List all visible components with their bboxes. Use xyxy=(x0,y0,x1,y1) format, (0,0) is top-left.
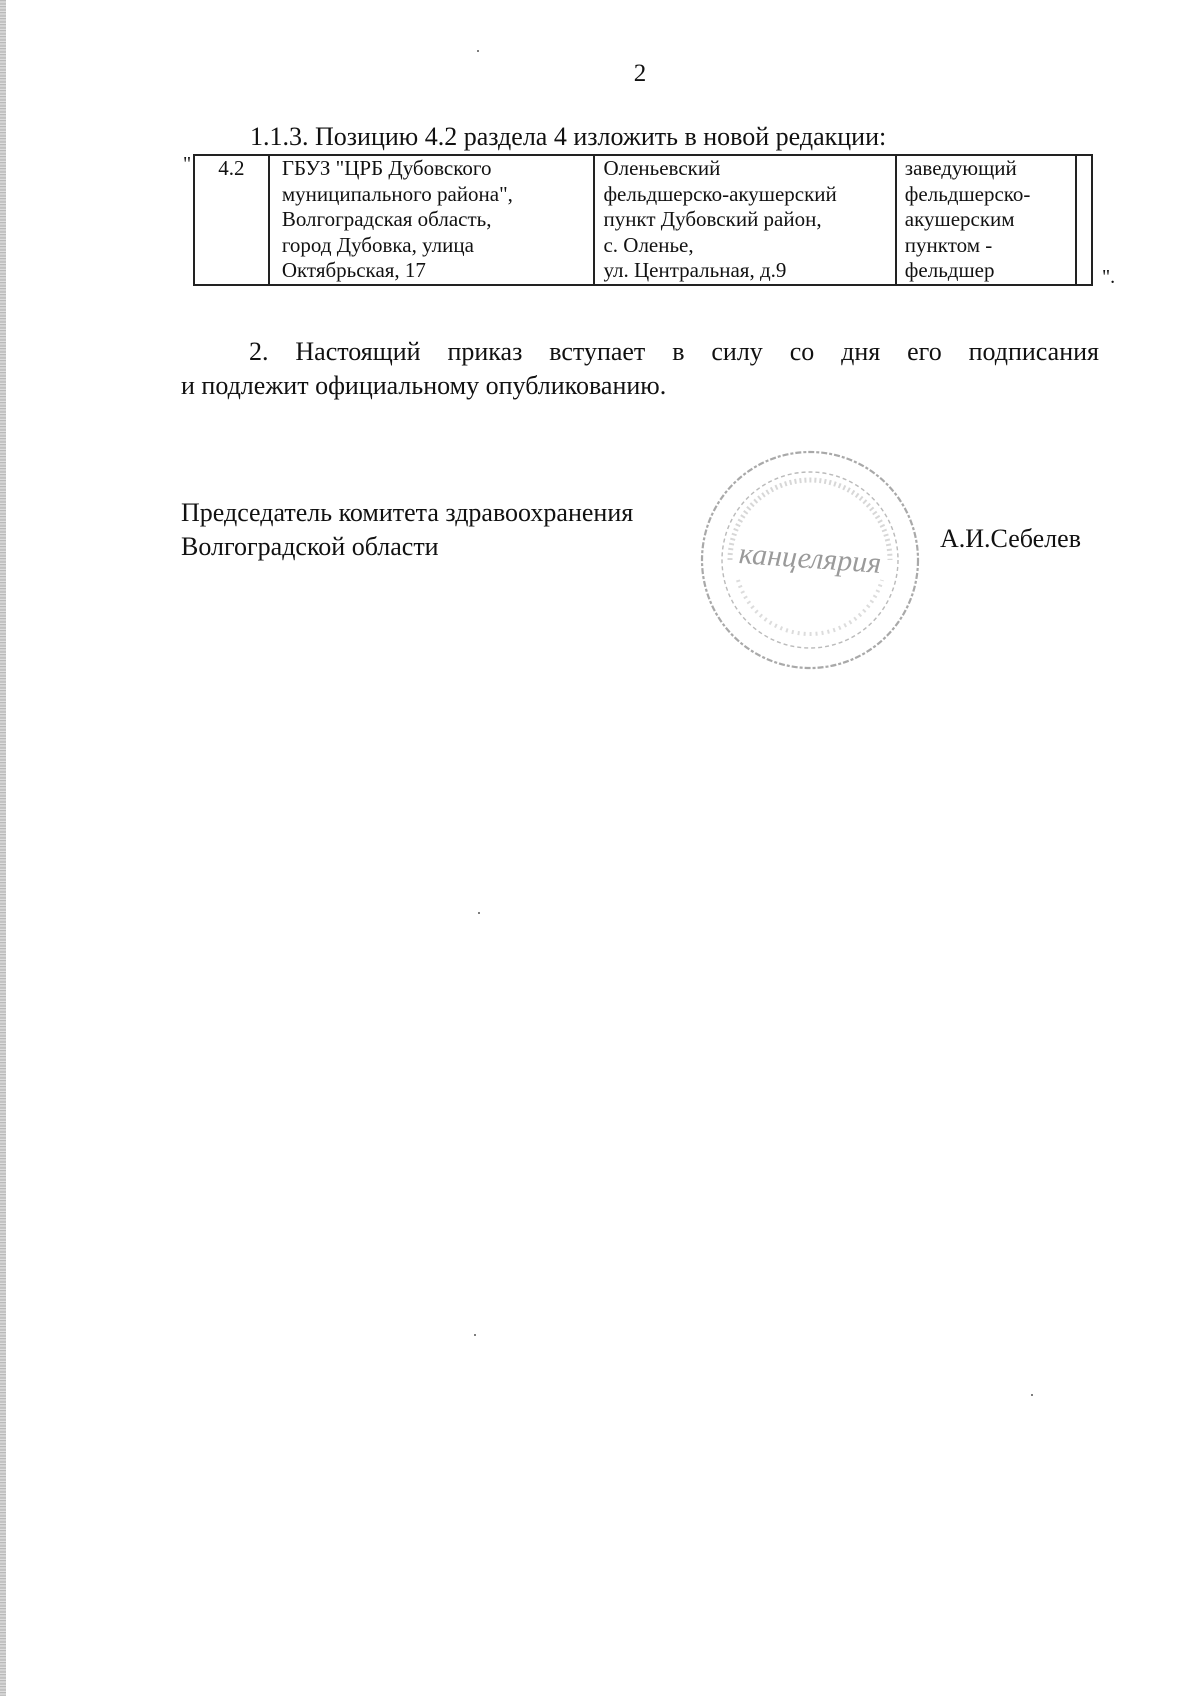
organization-cell xyxy=(269,155,595,285)
unit-line: Оленьевский xyxy=(603,156,721,180)
unit-cell xyxy=(594,155,895,285)
signatory-title-line-1: Председатель комитета здравоохранения xyxy=(181,498,634,527)
organization-line: муниципального района", xyxy=(281,181,513,206)
organization-line: город Дубовка, улица xyxy=(281,232,474,257)
scan-edge xyxy=(0,0,6,1696)
position-title-line: фельдшер xyxy=(904,258,995,282)
clause-intro: 1.1.3. Позицию 4.2 раздела 4 изложить в новой редакции: xyxy=(250,122,887,151)
paragraph-2 xyxy=(181,335,1099,403)
position-title-line: пунктом - xyxy=(904,232,993,257)
organization-line: ГБУЗ "ЦРБ Дубовского xyxy=(281,156,492,180)
unit-line: фельдшерско-акушерский xyxy=(603,181,837,206)
unit-line: с. Оленье, xyxy=(603,232,694,257)
position-title-cell xyxy=(896,155,1076,285)
signatory-title xyxy=(181,496,633,564)
stamp-center-text: канцелярия xyxy=(737,537,883,580)
unit-line: пункт Дубовский район, xyxy=(603,207,822,231)
paragraph-2-line-1: 2. Настоящий приказ вступает в силу со дня его подписания xyxy=(249,337,1099,366)
table-close-quote: ". xyxy=(1102,266,1116,288)
stamp-ring-text-texture-bottom xyxy=(738,580,882,634)
organization-line: Октябрьская, 17 xyxy=(281,258,426,282)
organization-line: Волгоградская область, xyxy=(281,207,492,231)
signatory-title-line-2: Волгоградской области xyxy=(181,532,439,561)
paragraph-2-line-2: и подлежит официальному опубликованию. xyxy=(181,371,667,400)
position-title-line: акушерским xyxy=(904,207,1015,231)
empty-cell xyxy=(1076,155,1092,285)
scan-speck xyxy=(478,912,480,914)
scan-speck xyxy=(1031,1394,1033,1396)
position-table xyxy=(193,154,1093,286)
table-open-quote: " xyxy=(183,153,192,175)
table-row xyxy=(194,155,1092,285)
unit-line: ул. Центральная, д.9 xyxy=(603,258,787,282)
position-number-cell: 4.2 xyxy=(194,155,269,285)
scan-speck xyxy=(474,1334,476,1336)
position-title-line: фельдшерско- xyxy=(904,181,1031,206)
signer-name: А.И.Себелев xyxy=(940,524,1081,553)
page-number: 2 xyxy=(633,60,647,87)
office-stamp xyxy=(690,440,930,680)
scan-speck xyxy=(477,50,479,52)
position-title-line: заведующий xyxy=(904,156,1017,180)
